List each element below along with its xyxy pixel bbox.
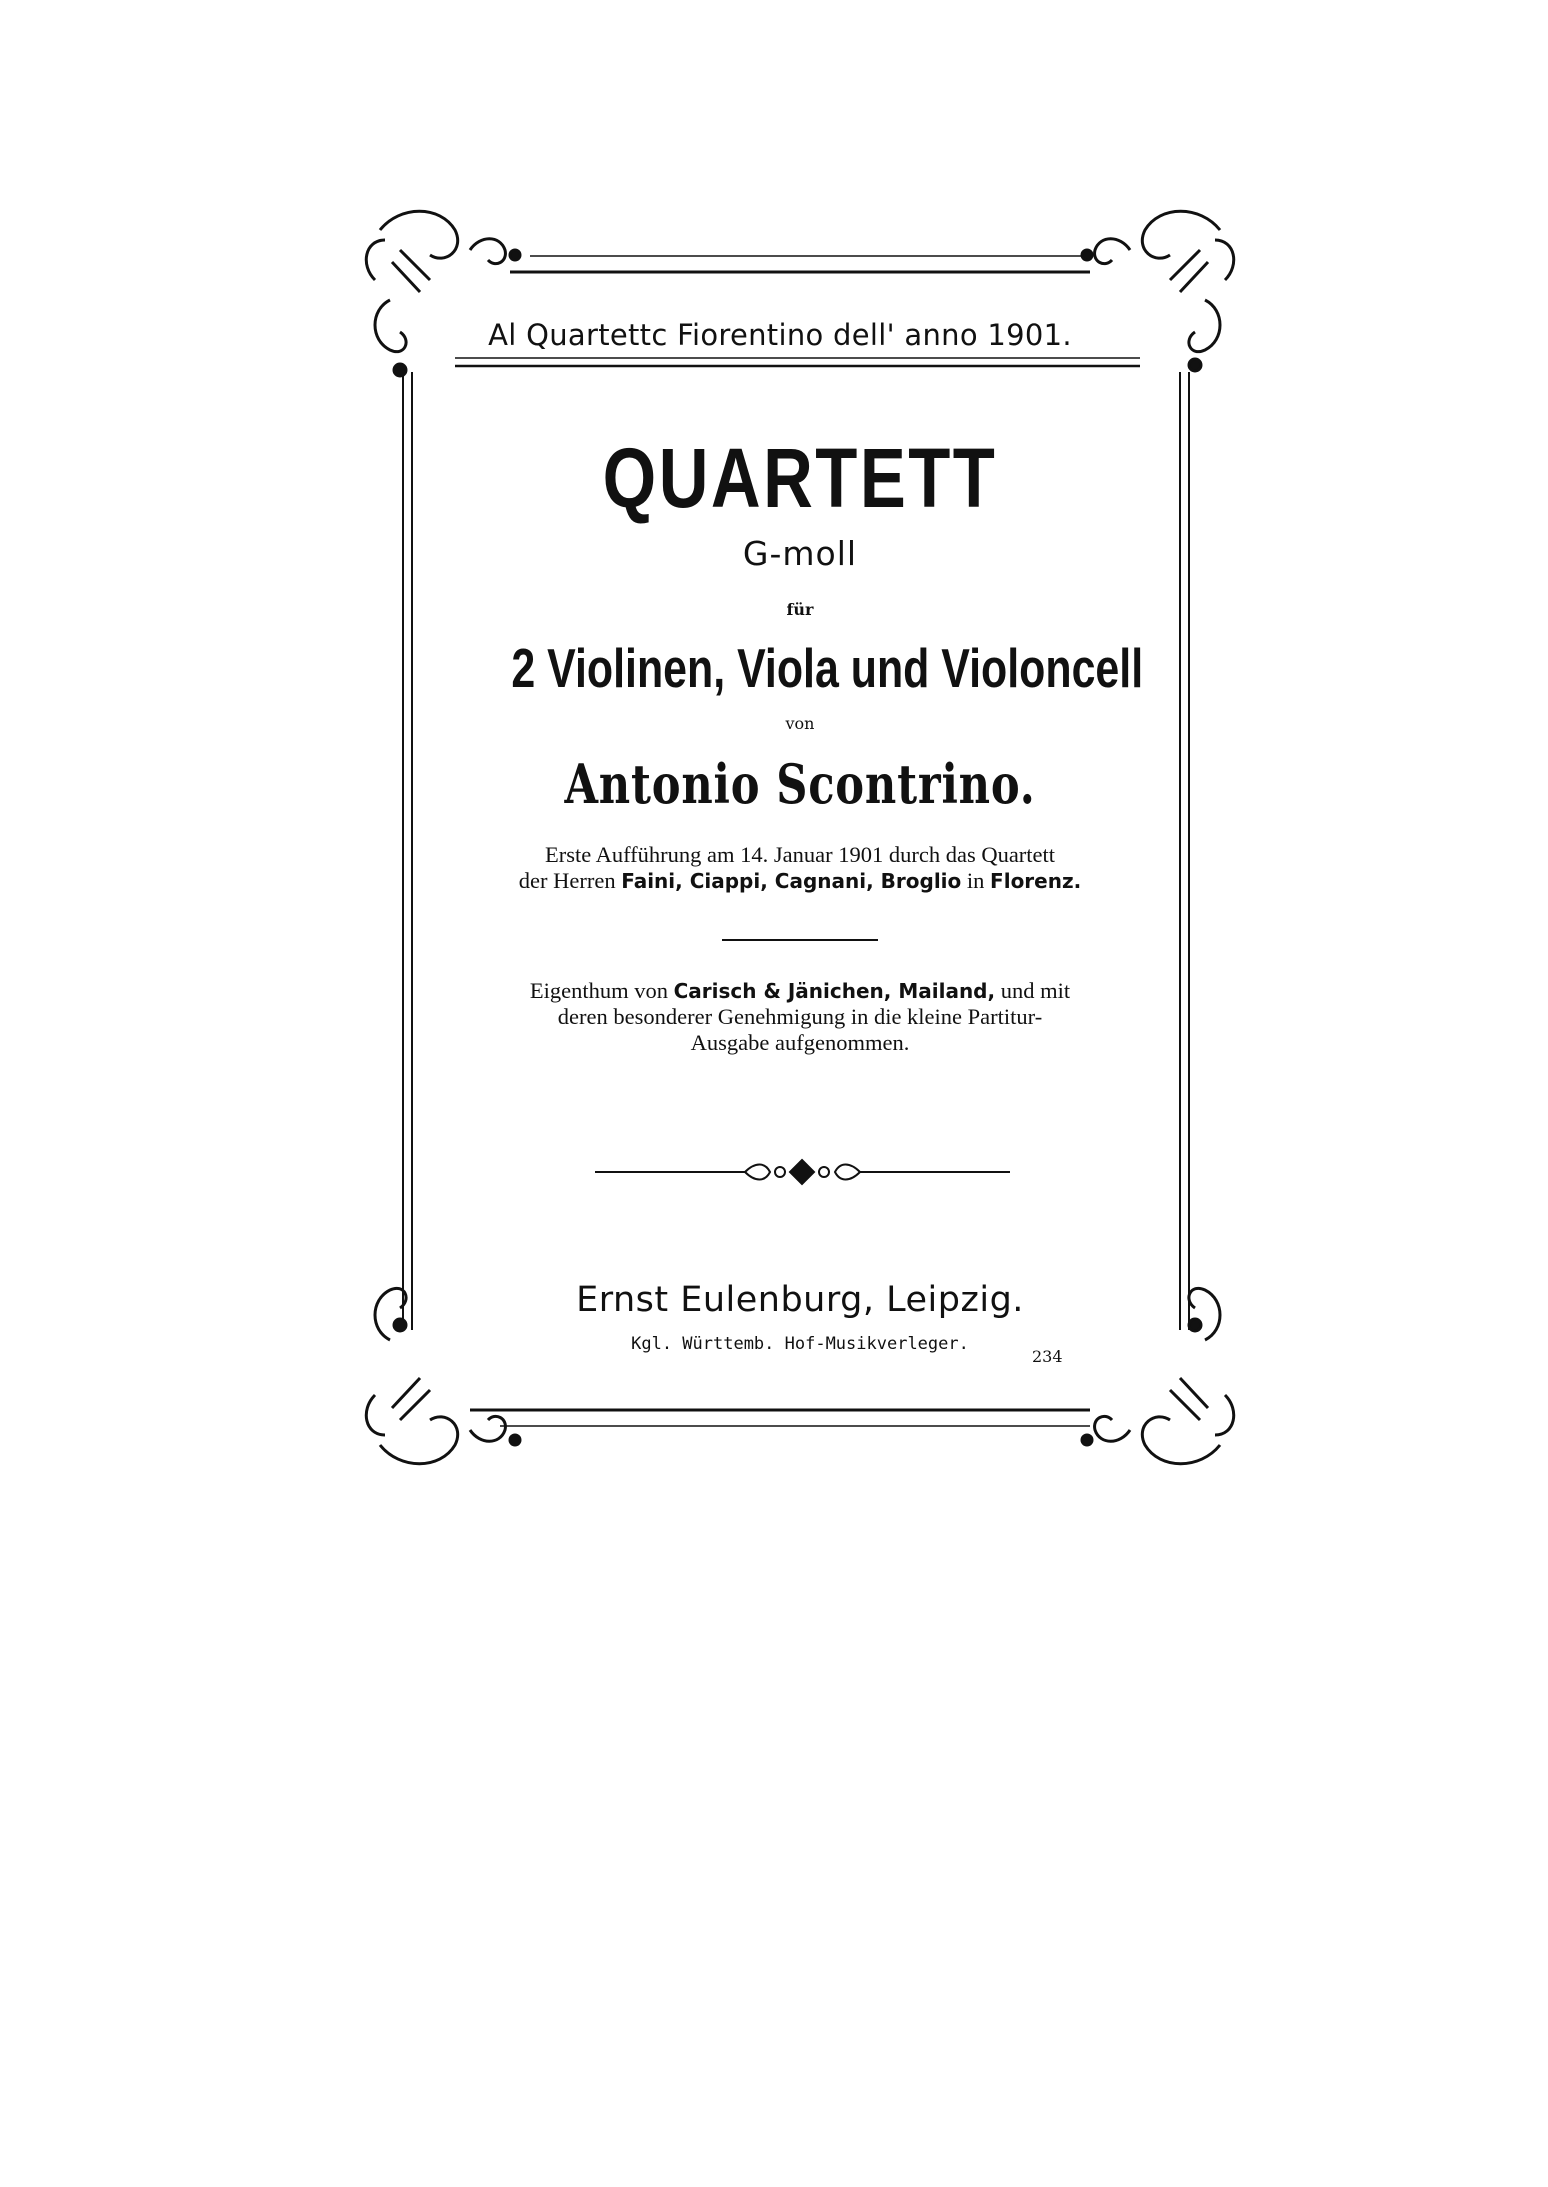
key-signature: G-moll	[742, 534, 858, 573]
vignette-ornament	[595, 1160, 1010, 1184]
premiere-line-2	[430, 868, 1170, 894]
for-label: für	[786, 600, 814, 619]
ownership-prefix: Eigenthum von	[529, 978, 674, 1003]
instrumentation: 2 Violinen, Viola und Violoncell	[511, 637, 1144, 699]
composer-name: Antonio Scontrino.	[564, 752, 1036, 816]
ownership-line-1	[430, 978, 1170, 1004]
dedication: Al Quartettc Fiorentino dell' anno 1901.	[488, 318, 1072, 352]
premiere-prefix: der Herren	[518, 868, 622, 893]
ownership-suffix: und mit	[995, 978, 1071, 1003]
work-title: QUARTETT	[602, 431, 998, 525]
by-label: von	[785, 714, 815, 733]
ownership-line-3: Ausgabe aufgenommen.	[690, 1030, 910, 1055]
ownership-line-2: deren besonderer Genehmigung in die kleine Partitur-	[557, 1004, 1043, 1029]
original-publisher: Carisch & Jänichen, Mailand,	[673, 979, 996, 1003]
publisher-subtitle: Kgl. Württemb. Hof-Musikverleger.	[631, 1334, 969, 1354]
premiere-line-1: Erste Aufführung am 14. Januar 1901 durch das Quartett	[544, 842, 1056, 867]
premiere-mid: in	[961, 868, 991, 893]
premiere-note	[430, 842, 1170, 894]
publisher: Ernst Eulenburg, Leipzig.	[576, 1280, 1024, 1320]
corner-ornament-top-right	[1082, 211, 1234, 371]
ownership-note	[430, 978, 1170, 1056]
plate-number: 234	[1032, 1347, 1063, 1366]
performers: Faini, Ciappi, Cagnani, Broglio	[621, 869, 962, 893]
premiere-city: Florenz.	[990, 869, 1082, 893]
